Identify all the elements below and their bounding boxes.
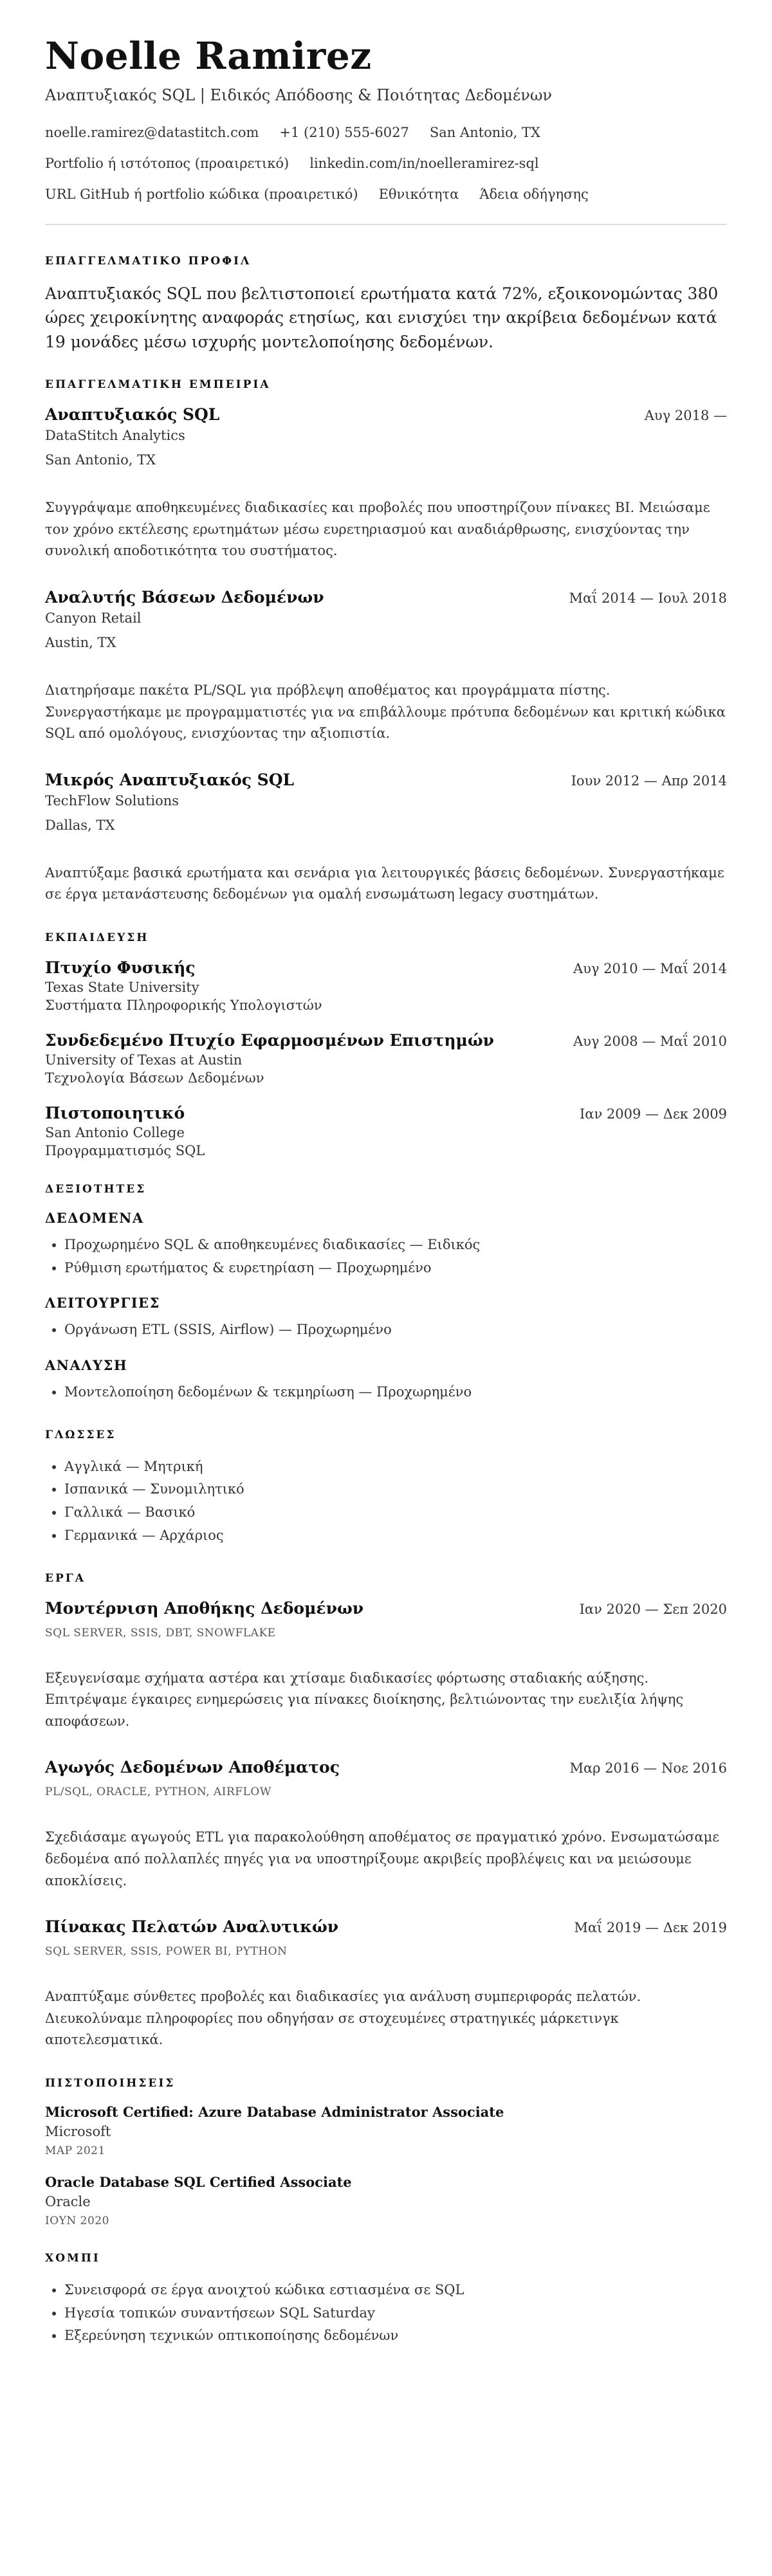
section-title: ΕΚΠΑΙΔΕΥΣΗ [45,931,149,945]
section-title: ΔΕΞΙΟΤΗΤΕΣ [45,1183,147,1196]
summary-text: Αναπτυξιακός SQL που βελτιστοποιεί ερωτήματα κατά 72%, εξοικονομώντας 380 ώρες χειροκίνητης αναφοράς ετησίως, και ενισχύει την ακρίβεια δεδομένων κατά 19 μονάδες μέσω ισχυρής μοντελοποίησης δεδομένων. [45,284,719,351]
language-item: • Γαλλικά — Βασικό [64,1501,727,1524]
education-dates: Ιαν 2009 — Δεκ 2009 [579,1106,727,1122]
contact-row-links [45,156,727,171]
project-dates: Μαΐ 2019 — Δεκ 2019 [574,1920,727,1936]
hobby-item: • Συνεισφορά σε έργα ανοιχτού κώδικα εστιασμένα σε SQL [64,2279,727,2302]
project-tech-stack: SQL SERVER, SSIS, DBT, SNOWFLAKE [45,1626,276,1640]
hobby-item: • Εξερεύνηση τεχνικών οπτικοποίησης δεδομένων [64,2325,727,2348]
project-description: Εξευγενίσαμε σχήματα αστέρα και χτίσαμε διαδικασίες φόρτωσης σταδιακής αύξησης. Επιτρέψαμε έγκαιρες ενημερώσεις για πίνακες διοίκησης, βελτιώνοντας την ευελιξία λήψης αποφάσεων. [45,1670,684,1729]
degree-title: Συνδεδεμένο Πτυχίο Εφαρμοσμένων Επιστημών [45,1031,494,1050]
headline: Αναπτυξιακός SQL | Ειδικός Απόδοσης & Ποιότητας Δεδομένων [45,86,553,104]
section-title: ΧΟΜΠΙ [45,2251,100,2265]
language-item: • Γερμανικά — Αρχάριος [64,1524,727,1548]
job-title: Μικρός Αναπτυξιακός SQL [45,770,295,789]
project-description: Σχεδιάσαμε αγωγούς ETL για παρακολούθηση αποθέματος σε πραγματικό χρόνο. Ενσωματώσαμε δεδομένα από πολλαπλές πηγές για να υποστηρίξουμε ακριβείς προβλέψεις και να μειώσουμε αποκλίσεις. [45,1829,720,1888]
field-of-study: Τεχνολογία Βάσεων Δεδομένων [45,1070,264,1086]
certification-date: ΜΑΡ 2021 [45,2144,106,2157]
skill-list [45,1319,727,1342]
location: San Antonio, TX [429,124,540,140]
linkedin-link[interactable]: linkedin.com/in/noelleramirez-sql [309,155,539,171]
job-dates: Αυγ 2018 — [644,408,727,424]
education-dates: Αυγ 2008 — Μαΐ 2010 [573,1034,727,1050]
degree-title: Πτυχίο Φυσικής [45,958,196,978]
job-dates: Μαΐ 2014 — Ιουλ 2018 [569,590,727,607]
project-tech-stack: SQL SERVER, SSIS, POWER BI, PYTHON [45,1945,288,1959]
job-title: Αναλυτής Βάσεων Δεδομένων [45,588,324,607]
degree-title: Πιστοποιητικό [45,1104,185,1123]
header-divider [45,224,727,225]
skills-section [45,1183,727,1404]
field-of-study: Προγραμματισμός SQL [45,1143,205,1159]
hobby-item: • Ηγεσία τοπικών συναντήσεων SQL Saturday [64,2302,727,2325]
summary-section [45,255,727,354]
job-description: Συγγράψαμε αποθηκευμένες διαδικασίες και προβολές που υποστηρίζουν πίνακες BI. Μειώσαμε τον χρόνο εκτέλεσης ερωτημάτων μέσω ευρετηριασμού και αναδιάρθρωσης, ενισχύοντας την συνολική αποδοτικότητα του συστήματος. [45,500,710,559]
hobbies-section [45,2252,727,2348]
job-title: Αναπτυξιακός SQL [45,405,220,425]
certification-entry [45,2104,727,2157]
education-entry [45,1031,727,1086]
job-location: Dallas, TX [45,817,115,833]
project-entry [45,1917,727,2051]
skill-group-title: ΑΝΑΛΥΣΗ [45,1357,128,1374]
candidate-name: Noelle Ramirez [45,34,372,78]
project-entry [45,1758,727,1892]
skill-list [45,1381,727,1404]
skill-group-title: ΛΕΙΤΟΥΡΓΙΕΣ [45,1295,160,1311]
company-name: TechFlow Solutions [45,792,179,808]
projects-section [45,1572,727,2051]
company-name: Canyon Retail [45,610,142,626]
contact-row-primary [45,125,727,140]
certification-entry [45,2174,727,2227]
email-link[interactable]: noelle.ramirez@datastitch.com [45,124,259,140]
language-item: • Ισπανικά — Συνομιλητικό [64,1478,727,1501]
certification-name: Oracle Database SQL Certified Associate [45,2173,352,2190]
section-title: ΕΠΑΓΓΕΛΜΑΤΙΚΟ ΠΡΟΦΙΛ [45,254,252,268]
certification-name: Microsoft Certified: Azure Database Administrator Associate [45,2103,504,2120]
education-entry [45,1104,727,1158]
resume-header [45,36,727,202]
portfolio-link[interactable]: Portfolio ή ιστότοπος (προαιρετικό) [45,155,290,171]
education-dates: Αυγ 2010 — Μαΐ 2014 [573,961,727,977]
job-location: San Antonio, TX [45,452,156,468]
job-description: Αναπτύξαμε βασικά ερωτήματα και σενάρια για λειτουργικές βάσεις δεδομένων. Συνεργαστήκαμε σε έργα μετανάστευσης δεδομένων για ομαλή ενσωμάτωση legacy συστημάτων. [45,864,724,902]
education-section [45,931,727,1158]
project-tech-stack: PL/SQL, ORACLE, PYTHON, AIRFLOW [45,1786,271,1799]
project-name: Πίνακας Πελατών Αναλυτικών [45,1917,339,1937]
experience-entry [45,405,727,562]
section-title: ΓΛΩΣΣΕΣ [45,1428,116,1441]
experience-entry [45,588,727,745]
section-title: ΕΡΓΑ [45,1571,86,1585]
project-name: Αγωγός Δεδομένων Αποθέματος [45,1758,340,1777]
contact-row-extra [45,187,727,202]
section-title: ΠΙΣΤΟΠΟΙΗΣΕΙΣ [45,2076,176,2090]
school-name: Texas State University [45,980,199,996]
driving-license: Άδεια οδήγησης [479,186,589,202]
experience-section [45,378,727,906]
school-name: San Antonio College [45,1125,185,1141]
project-name: Μοντέρνιση Αποθήκης Δεδομένων [45,1598,364,1618]
experience-entry [45,771,727,906]
field-of-study: Συστήματα Πληροφορικής Υπολογιστών [45,998,322,1014]
certification-date: ΙΟΥΝ 2020 [45,2214,109,2227]
certifications-section [45,2077,727,2227]
hobby-list [45,2279,727,2348]
certification-issuer: Microsoft [45,2123,111,2139]
nationality: Εθνικότητα [378,186,459,202]
school-name: University of Texas at Austin [45,1052,243,1068]
job-description: Διατηρήσαμε πακέτα PL/SQL για πρόβλεψη αποθέματος και προγράμματα πίστης. Συνεργαστήκαμε με προγραμματιστές για να επιβάλλουμε πρότυπα δεδομένων και κριτική κώδικα SQL από ομολόγους, ενισχύοντας την αξιοπιστία. [45,682,726,742]
skill-group-title: ΔΕΔΟΜΕΝΑ [45,1210,144,1227]
skill-list [45,1234,727,1279]
skill-item: • Προχωρημένο SQL & αποθηκευμένες διαδικασίες — Ειδικός [64,1234,727,1257]
github-link[interactable]: URL GitHub ή portfolio κώδικα (προαιρετικό) [45,186,358,202]
job-location: Austin, TX [45,635,116,651]
company-name: DataStitch Analytics [45,428,185,444]
skill-item: • Μοντελοποίηση δεδομένων & τεκμηρίωση — Προχωρημένο [64,1381,727,1404]
skill-item: • Ρύθμιση ερωτήματος & ευρετηρίαση — Προχωρημένο [64,1257,727,1280]
language-item: • Αγγλικά — Μητρική [64,1456,727,1479]
project-entry [45,1599,727,1733]
education-entry [45,958,727,1013]
job-dates: Ιουν 2012 — Απρ 2014 [571,772,727,789]
section-title: ΕΠΑΓΓΕΛΜΑΤΙΚΗ ΕΜΠΕΙΡΙΑ [45,378,271,392]
project-description: Αναπτύξαμε σύνθετες προβολές και διαδικασίες για ανάλυση συμπεριφοράς πελατών. Διευκολύναμε πληροφορίες που οδηγήσαν σε στοχευμένες στρατηγικές μάρκετινγκ αποτελεσματικά. [45,1989,641,2048]
project-dates: Μαρ 2016 — Νοε 2016 [569,1760,727,1777]
languages-section [45,1429,727,1548]
phone-number: +1 (210) 555-6027 [279,124,409,140]
certification-issuer: Oracle [45,2193,91,2209]
project-dates: Ιαν 2020 — Σεπ 2020 [579,1601,727,1617]
language-list [45,1456,727,1548]
skill-item: • Οργάνωση ETL (SSIS, Airflow) — Προχωρημένο [64,1319,727,1342]
